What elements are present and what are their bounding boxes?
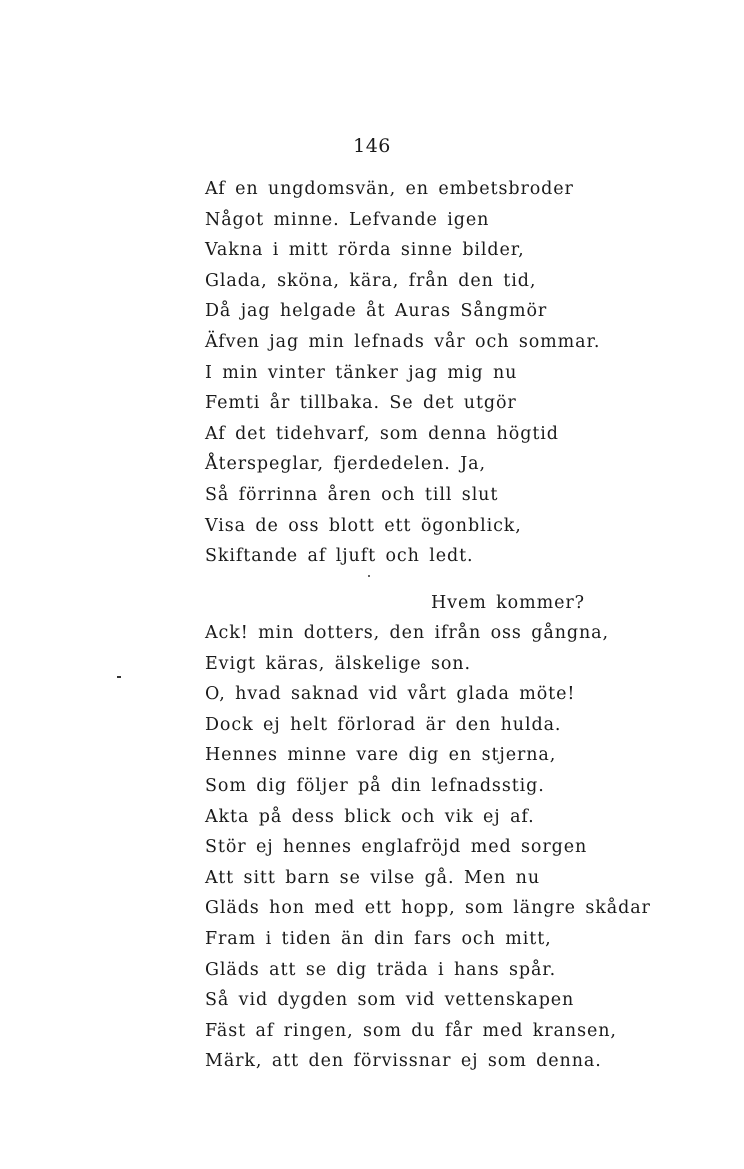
verse-line: Något minne. Lefvande igen: [205, 209, 490, 230]
verse-line: O, hvad saknad vid vårt glada möte!: [205, 684, 576, 705]
verse-line: Dock ej helt förlorad är den hulda.: [205, 714, 562, 735]
verse-line: Äfven jag min lefnads vår och sommar.: [205, 331, 601, 352]
stanza-1: [205, 174, 600, 572]
verse-line: Så vid dygden som vid vettenskapen: [205, 990, 575, 1011]
verse-line: Skiftande af ljuft och ledt.: [205, 546, 474, 567]
verse-line: Då jag helgade åt Auras Sångmör: [205, 301, 548, 322]
verse-line: Som dig följer på din lefnadsstig.: [205, 775, 545, 796]
verse-line: Gläds att se dig träda i hans spår.: [205, 959, 557, 980]
verse-line: Femti år tillbaka. Se det utgör: [205, 393, 517, 414]
verse-line: Stör ej hennes englafröjd med sorgen: [205, 837, 588, 858]
verse-line: Ack! min dotters, den ifrån oss gångna,: [205, 623, 609, 643]
verse-line: Vakna i mitt rörda sinne bilder,: [205, 240, 525, 261]
verse-line: Glada, sköna, kära, från den tid,: [205, 270, 537, 291]
verse-line: Fram i tiden än din fars och mitt,: [205, 928, 552, 949]
verse-line: Gläds hon med ett hopp, som längre skådar: [205, 898, 651, 919]
verse-line: Så förrinna åren och till slut: [205, 484, 499, 505]
verse-line: Evigt käras, älskelige son.: [205, 653, 471, 674]
verse-line: Af det tidehvarf, som denna högtid: [205, 423, 559, 444]
verse-line: Märk, att den förvissnar ej som denna.: [205, 1051, 602, 1072]
verse-line: Att sitt barn se vilse gå. Men nu: [205, 867, 540, 888]
verse-line: Af en ungdomsvän, en embetsbroder: [205, 179, 574, 199]
verse-line: I min vinter tänker jag mig nu: [205, 362, 518, 383]
margin-mark: [117, 676, 121, 678]
ink-dot: [368, 575, 370, 577]
verse-line: Hennes minne vare dig en stjerna,: [205, 745, 557, 766]
verse-line: Visa de oss blott ett ögonblick,: [205, 515, 522, 536]
speaker-line: Hvem kommer?: [431, 593, 585, 613]
verse-line: Akta på dess blick och vik ej af.: [205, 806, 535, 827]
verse-line: Fäst af ringen, som du får med kransen,: [205, 1020, 617, 1041]
stanza-2: [205, 618, 651, 1077]
verse-line: Återspeglar, fjerdedelen. Ja,: [205, 454, 486, 475]
page-number: 146: [353, 135, 391, 157]
